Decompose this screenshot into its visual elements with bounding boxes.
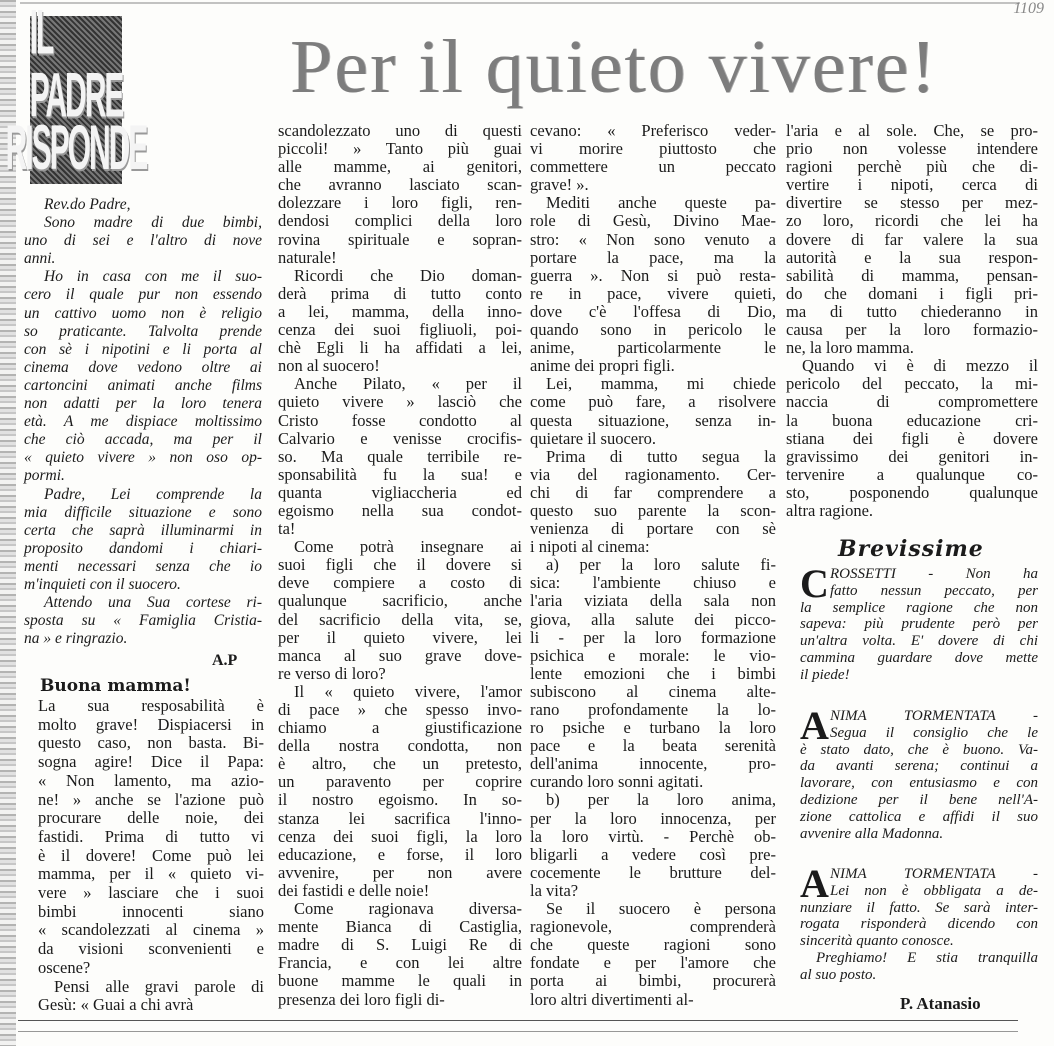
text-line: deve compiere a costo di (278, 573, 522, 593)
text-line: b) per la loro anima, (546, 790, 776, 810)
text-line: venienza di portare con sè (530, 519, 776, 539)
text-line: Come ragionava diversa- (294, 899, 522, 919)
text-line: Cristo fosse condotto al (278, 410, 522, 430)
text-line: vertire i nipoti, cerca di (786, 175, 1038, 195)
text-line: anime dei propri figli. (530, 356, 675, 376)
text-line: quando sono in pericolo le (530, 320, 776, 340)
text-line: che ciò accada, ma per il (24, 431, 262, 449)
drop-cap: A (800, 703, 829, 748)
bottom-rule (18, 1031, 1018, 1032)
text-line: so praticante. Talvolta prende (24, 322, 262, 340)
text-line: non adatti per la loro tenera (24, 395, 262, 413)
text-line: il nostro egoismo. In so- (278, 790, 522, 810)
brief-item (800, 703, 1038, 842)
text-line: m'inquieti con il suocero. (24, 575, 181, 593)
text-line: del sacrificio della vita, se, (278, 609, 522, 629)
article-title: Per il quieto vivere! (290, 25, 938, 109)
text-line: Lei non è obbligata a de- (830, 882, 1038, 899)
text-line: NIMA TORMENTATA - (830, 708, 1038, 724)
text-line: educazione, e forse, il loro (278, 844, 522, 864)
brief-item (800, 861, 1038, 984)
text-line: che queste ragioni sono (530, 935, 776, 955)
text-line: Attendo una Sua cortese ri- (44, 594, 262, 612)
text-line: chè Egli li ha affidati a lei, (278, 338, 522, 358)
text-line: è altro, che un pretesto, (278, 754, 522, 774)
reply-column-2 (278, 122, 522, 1009)
masthead-line-2: RISPONDE (5, 113, 147, 184)
text-line: pace e la beata serenità (530, 736, 776, 756)
text-line: ma di tutto chiederanno in (786, 301, 1038, 321)
text-line: nunziare il fatto. Se sarà inter- (800, 899, 1038, 916)
text-line: cenza dei suoi figliuoli, poi- (278, 320, 522, 340)
text-line: la semplice ragione che non (800, 599, 1038, 616)
text-line: zo loro, ricordi che lei ha (786, 211, 1038, 231)
text-line: « Non lamento, ma azio- (38, 770, 264, 790)
text-line: questo caso, non basta. Bi- (38, 733, 264, 753)
text-line: re verso di loro? (278, 663, 386, 683)
text-line: per il quieto vivere, lei (278, 627, 522, 647)
drop-cap: C (800, 561, 829, 606)
text-line: egoismo nella sua condot- (278, 500, 522, 520)
text-line: è il dovere! Come può lei (38, 845, 264, 865)
reply-column-1 (38, 697, 264, 1015)
text-line: Sono madre di due bimbi, (44, 214, 262, 232)
text-line: dovere di far valere la sua (786, 229, 1038, 249)
reply-column-3 (530, 122, 776, 1009)
reply-heading: Buona mamma! (40, 676, 191, 696)
text-line: bimbi innocenti siano (38, 901, 264, 921)
text-line: chiamo a giustificazione (278, 718, 522, 738)
letter-signature: A.P (212, 652, 238, 669)
text-line: mente Bianca di Castiglia, (278, 917, 522, 937)
text-line: buone mamme le quali in (278, 971, 522, 991)
text-line: naturale! (278, 247, 337, 267)
text-line: tervenire a qualunque co- (786, 464, 1038, 484)
text-line: menti necessari senza che io (24, 557, 262, 575)
text-line: ragionevole, comprenderà (530, 917, 776, 937)
text-line: Francia, e con lei altre (278, 953, 522, 973)
text-line: derà prima di tutto conto (278, 283, 522, 303)
text-line: il piede! (800, 666, 850, 683)
text-line: vi morire piuttosto che (530, 139, 776, 159)
text-line: la loro virtù. - Perchè ob- (530, 826, 776, 846)
text-line: di pace » che spesso invo- (278, 700, 522, 719)
text-line: Se il suocero è persona (546, 899, 776, 919)
text-line: « scandolezzati al cinema » (38, 920, 264, 940)
page-number: 1109 (1013, 0, 1044, 17)
text-line: da visioni sconvenienti e (38, 939, 264, 959)
text-line: alle mamme, ai genitori, (278, 157, 522, 177)
author-signature: P. Atanasio (900, 994, 981, 1013)
text-line: quanta vigliaccheria ed (278, 482, 522, 502)
text-line: stanza lei sacrifica l'inno- (278, 808, 522, 828)
text-line: dell'anima innocente, pro- (530, 754, 776, 774)
text-line: bligarli a vedere così pre- (530, 844, 776, 864)
text-line: Segua il consiglio che le (830, 724, 1038, 741)
text-line: è stato dato, che è buono. Va- (800, 741, 1038, 758)
text-line: rovina spirituale e sopran- (278, 229, 522, 249)
text-line: sica: l'ambiente chiuso e (530, 573, 776, 593)
text-line: zione cattolica e affidi il suo (800, 808, 1038, 825)
text-line: Come potrà insegnare ai (294, 537, 522, 557)
text-line: dei fastidi e delle noie! (278, 880, 430, 900)
text-line: uno di sei e l'altro di nove (24, 232, 262, 250)
text-line: non al suocero! (278, 356, 380, 376)
text-line: sabilità di mamma, pensan- (786, 265, 1038, 285)
brevissime-heading: Brevissime (838, 536, 984, 562)
text-line: dolezzare i loro figli, ren- (278, 193, 522, 213)
text-line: rogata risponderà dicendo con (800, 916, 1038, 933)
text-line: fatto nessun peccato, per (830, 582, 1038, 599)
text-line: avvenire, per non avere (278, 862, 522, 882)
reader-letter (24, 196, 262, 648)
reply-column-4 (786, 122, 1038, 520)
text-line: ta! (278, 519, 296, 539)
text-line: Prima di tutto segua la (546, 446, 776, 466)
text-line: Ho in casa con me il suo- (44, 268, 262, 286)
text-line: Ricordi che Dio doman- (294, 265, 522, 285)
text-line: ro psiche e turbano la loro (530, 718, 776, 738)
text-line: re in pace, vivere quieti, (530, 283, 776, 303)
text-line: Il « quieto vivere, l'amor (294, 681, 522, 701)
text-line: « quieto vivere » non oso op- (24, 449, 262, 467)
text-line: ne! » anche se l'azione può (38, 789, 264, 809)
text-line: fastidi. Prima di tutto vi (38, 826, 264, 846)
text-line: sogna agire! Dice il Papa: (38, 752, 264, 772)
text-line: la vita? (530, 880, 579, 900)
text-line: sponsabilità fu la sua! e (278, 464, 522, 484)
text-line: scandolezzato uno di questi (278, 121, 522, 140)
text-line: via del ragionamento. Cer- (530, 464, 776, 484)
text-line: mia difficile situazione e sono (24, 503, 262, 521)
text-line: cenza dei suoi figli, la loro (278, 826, 522, 846)
text-line: causa per la loro formazio- (786, 320, 1038, 340)
text-line: della nostra condotta, non (278, 736, 522, 756)
text-line: commettere un peccato (530, 157, 776, 177)
text-line: autorità e la sua respon- (786, 247, 1038, 267)
text-line: grave! ». (530, 175, 589, 195)
text-line: sposta su « Famiglia Cristia- (24, 612, 262, 630)
text-line: presenza dei loro figli di- (278, 989, 445, 1009)
text-line: con sè i nipotini e li porta al (24, 340, 262, 358)
text-line: quieto vivere » lasciò che (278, 392, 522, 412)
text-line: anni. (24, 250, 56, 268)
text-line: ROSSETTI - Non ha (830, 566, 1038, 582)
text-line: da avanti serena; continui a (800, 758, 1038, 775)
text-line: na » e ringrazio. (24, 630, 128, 648)
text-line: dove c'è l'offesa di Dio, (530, 301, 776, 321)
text-line: dedizione per il bene nell'A- (800, 791, 1038, 808)
text-line: pericolo del peccato, la mi- (786, 374, 1038, 394)
text-line: Gesù: « Guai a chi avrà (38, 995, 194, 1015)
text-line: so. Ma quale terribile re- (278, 446, 522, 466)
text-line: a) per la loro salute fi- (546, 555, 776, 575)
text-line: sapeva: più prudente però per (800, 616, 1038, 633)
text-line: curando loro sonni agitati. (530, 772, 704, 792)
text-line: l'aria viziata della sala non (530, 591, 776, 611)
text-line: per la loro innocenza, per (530, 808, 776, 828)
text-line: li - per la loro formazione (530, 627, 776, 647)
text-line: Quando vi è di mezzo il (802, 356, 1038, 376)
text-line: Pensi alle gravi parole di (54, 976, 264, 996)
text-line: naccia di compromettere (786, 392, 1038, 412)
text-line: procurare delle noie, dei (38, 808, 264, 828)
text-line: Preghiamo! E stia tranquilla (816, 949, 1038, 966)
text-line: Anche Pilato, « per il (294, 374, 522, 394)
text-line: la buona educazione cri- (786, 410, 1038, 430)
text-line: ragioni perchè più che di- (786, 157, 1038, 177)
text-line: gravissimo dei genitori in- (786, 446, 1038, 466)
text-line: do che domani i figli pri- (786, 283, 1038, 303)
text-line: dendosi complici della loro (278, 211, 522, 231)
text-line: avvenire alla Madonna. (800, 825, 944, 842)
text-line: porta ai bimbi, procurerà (530, 971, 776, 991)
text-line: ne, la loro mamma. (786, 338, 914, 358)
text-line: subiscono al cinema alte- (530, 681, 776, 701)
text-line: divertire se stesso per mez- (786, 193, 1038, 213)
text-line: Lei, mamma, mi chiede (546, 374, 776, 394)
text-line: chi di far comprendere a (530, 482, 776, 502)
text-line: stiana dei figli è dovere (786, 428, 1038, 448)
text-line: anime, particolarmente le (530, 338, 776, 358)
masthead-line-1: IL PADRE (29, 0, 123, 131)
text-line: NIMA TORMENTATA - (830, 866, 1038, 882)
text-line: Padre, Lei comprende la (44, 485, 262, 503)
text-line: che avranno lasciato scan- (278, 175, 522, 195)
text-line: rano profondamente la lo- (530, 700, 776, 719)
text-line: a lei, mamma, della inno- (278, 301, 522, 321)
text-line: sincerità quanto conosce. (800, 933, 954, 950)
text-line: stro: « Non sono venuto a (530, 229, 776, 249)
text-line: certa che saprà illuminarmi in (24, 521, 262, 539)
text-line: qualunque sacrificio, anche (278, 591, 522, 611)
text-line: al suo posto. (800, 966, 877, 983)
drop-cap: A (800, 861, 829, 906)
text-line: portare la pace, ma la (530, 247, 776, 267)
text-line: un'altra volta. E' dovere di chi (800, 633, 1038, 650)
text-line: questo suo parente la scon- (530, 500, 776, 520)
text-line: suoi figli che il dovere si (278, 555, 522, 575)
text-line: mamma, per il « quieto vi- (38, 864, 264, 884)
text-line: guerra ». Non si può resta- (530, 265, 776, 285)
brief-item (800, 561, 1038, 684)
text-line: La sua resposabilità è (38, 696, 264, 715)
bottom-rule (18, 1020, 1018, 1021)
text-line: cero il quale pur non essendo (24, 286, 262, 304)
text-line: Mediti anche queste pa- (546, 193, 776, 213)
text-line: manca al suo grave dove- (278, 645, 522, 665)
text-line: età. A me dispiace moltissimo (24, 413, 262, 431)
text-line: i nipoti al cinema: (530, 537, 650, 557)
text-line: proposito dandomi i chiari- (24, 539, 262, 557)
text-line: sto, posponendo qualunque (786, 482, 1038, 502)
text-line: prio non volesse intendere (786, 139, 1038, 159)
text-line: questa situazione, senza in- (530, 410, 776, 430)
text-line: lavorare, con entusiasmo e con (800, 775, 1038, 792)
text-line: madre di S. Luigi Re di (278, 935, 522, 955)
text-line: giova, alla salute dei picco- (530, 609, 776, 629)
text-line: role di Gesù, Divino Mae- (530, 211, 776, 231)
text-line: piccoli! » Tanto più guai (278, 139, 522, 159)
text-line: vere » lasciare che i suoi (38, 883, 264, 903)
text-line: quietare il suocero. (530, 428, 656, 448)
text-line: oscene? (38, 957, 91, 977)
text-line: lente emozioni che i bimbi (530, 663, 776, 683)
text-line: altra ragione. (786, 500, 874, 520)
text-line: fondate e per l'amore che (530, 953, 776, 973)
text-line: psichica e morale: le vio- (530, 645, 776, 665)
text-line: cevano: « Preferisco veder- (530, 121, 776, 140)
text-line: un paravento per coprire (278, 772, 522, 792)
top-rule (20, 2, 1020, 4)
text-line: loro altri divertimenti al- (530, 989, 694, 1009)
text-line: l'aria e al sole. Che, se pro- (786, 121, 1038, 140)
text-line: come può fare, a risolvere (530, 392, 776, 412)
text-line: cammina guardare dove mette (800, 649, 1038, 666)
text-line: Calvario e venisse crocifis- (278, 428, 522, 448)
text-line: un cattivo uomo non è religio (24, 304, 262, 322)
text-line: molto grave! Dispiacersi in (38, 714, 264, 734)
text-line: Rev.do Padre, (44, 196, 131, 213)
text-line: cocemente le brutture del- (530, 862, 776, 882)
text-line: pormi. (24, 467, 65, 485)
text-line: cartoncini animati anche films (24, 376, 262, 394)
text-line: cinema dove vedono oltre ai (24, 358, 262, 376)
column-masthead-logo (5, 0, 147, 184)
